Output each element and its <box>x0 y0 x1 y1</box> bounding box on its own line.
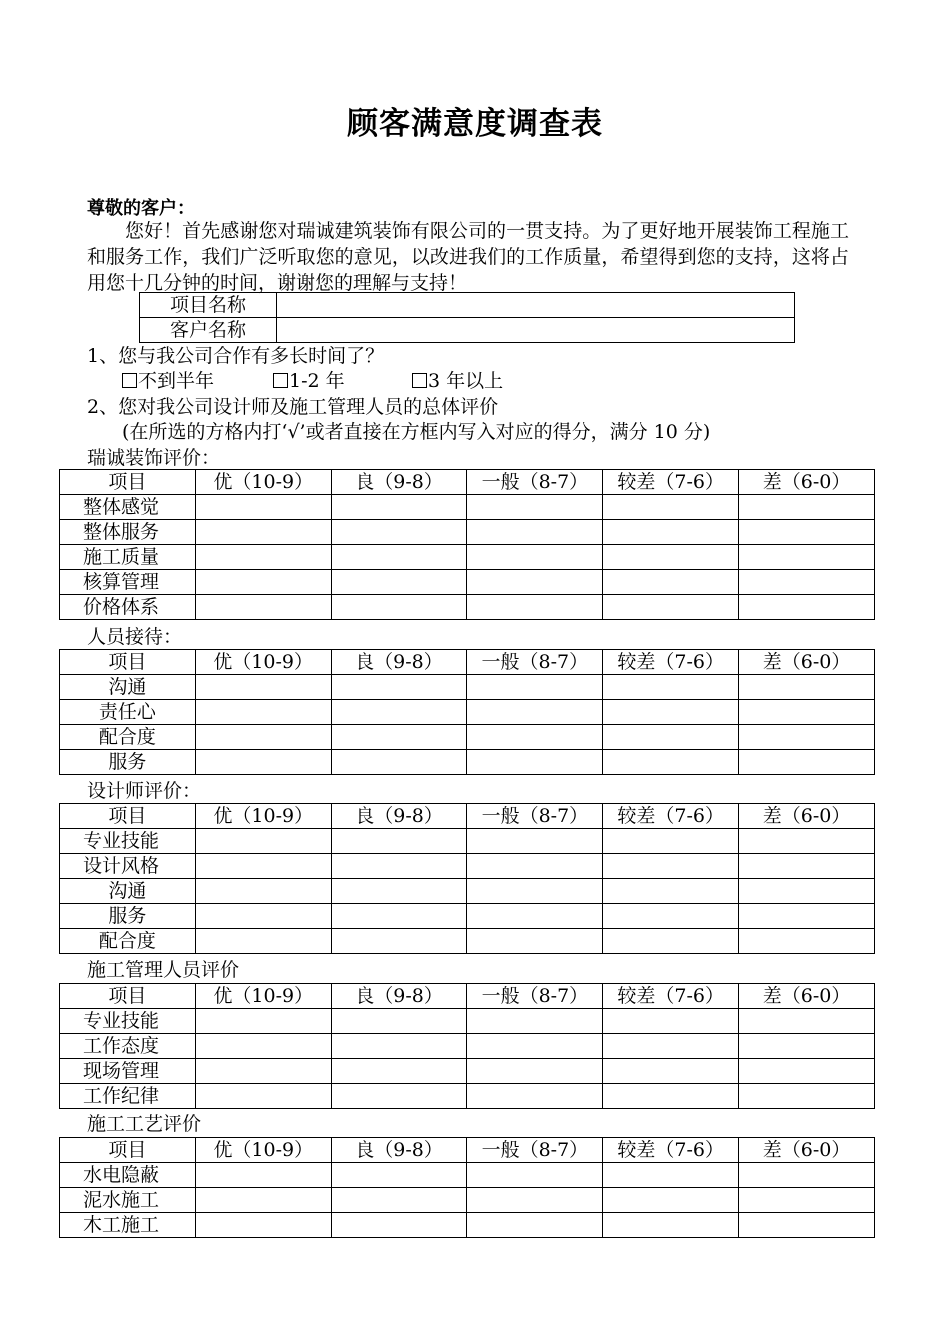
intro-text: 您好！首先感谢您对瑞诚建筑装饰有限公司的一贯支持。为了更好地开展装饰工程施工和服务工作，我们广泛听取您的意见，以改进我们的工作质量，希望得到您的支持，这将占用您十几分钟的时间，谢谢您的理解与支持！ <box>87 220 849 294</box>
section-label: 施工工艺评价 <box>87 1113 202 1135</box>
rating-cell[interactable] <box>195 1163 331 1188</box>
col-header-poor: 较差（7-6） <box>603 470 739 495</box>
row-label: 泥水施工 <box>60 1188 196 1213</box>
rating-cell[interactable] <box>603 829 739 854</box>
col-header-bad: 差（6-0） <box>739 650 875 675</box>
rating-cell[interactable] <box>739 570 875 595</box>
q1-option-1[interactable] <box>122 369 214 393</box>
rating-cell[interactable] <box>467 1084 603 1109</box>
rating-table <box>59 1137 875 1238</box>
project-name-label: 项目名称 <box>140 293 277 318</box>
rating-cell[interactable] <box>603 929 739 954</box>
rating-cell[interactable] <box>739 1009 875 1034</box>
rating-cell[interactable] <box>739 595 875 620</box>
rating-cell[interactable] <box>603 520 739 545</box>
rating-cell[interactable] <box>195 595 331 620</box>
table-header-row <box>60 984 875 1009</box>
table-row <box>60 829 875 854</box>
rating-cell[interactable] <box>467 879 603 904</box>
rating-cell[interactable] <box>195 1188 331 1213</box>
rating-cell[interactable] <box>331 520 467 545</box>
rating-cell[interactable] <box>603 1059 739 1084</box>
rating-cell[interactable] <box>467 725 603 750</box>
rating-cell[interactable] <box>739 1163 875 1188</box>
rating-cell[interactable] <box>603 700 739 725</box>
rating-cell[interactable] <box>195 495 331 520</box>
col-header-item: 项目 <box>60 470 196 495</box>
table-row <box>60 1213 875 1238</box>
col-header-poor: 较差（7-6） <box>603 984 739 1009</box>
rating-cell[interactable] <box>195 1034 331 1059</box>
rating-cell[interactable] <box>195 725 331 750</box>
col-header-bad: 差（6-0） <box>739 804 875 829</box>
rating-cell[interactable] <box>331 545 467 570</box>
table-row <box>60 1084 875 1109</box>
col-header-item: 项目 <box>60 1138 196 1163</box>
client-name-row <box>140 318 795 343</box>
rating-cell[interactable] <box>603 675 739 700</box>
rating-cell[interactable] <box>603 904 739 929</box>
col-header-good: 良（9-8） <box>331 650 467 675</box>
rating-cell[interactable] <box>467 545 603 570</box>
table-row <box>60 1059 875 1084</box>
rating-cell[interactable] <box>739 520 875 545</box>
col-header-poor: 较差（7-6） <box>603 804 739 829</box>
rating-cell[interactable] <box>331 904 467 929</box>
row-label: 沟通 <box>60 879 196 904</box>
rating-cell[interactable] <box>195 829 331 854</box>
rating-cell[interactable] <box>467 495 603 520</box>
rating-cell[interactable] <box>331 1213 467 1238</box>
rating-cell[interactable] <box>739 829 875 854</box>
rating-cell[interactable] <box>603 879 739 904</box>
col-header-good: 良（9-8） <box>331 1138 467 1163</box>
rating-cell[interactable] <box>467 520 603 545</box>
rating-cell[interactable] <box>467 854 603 879</box>
rating-cell[interactable] <box>331 750 467 775</box>
rating-cell[interactable] <box>603 495 739 520</box>
row-label: 整体感觉 <box>60 495 196 520</box>
rating-cell[interactable] <box>739 929 875 954</box>
rating-cell[interactable] <box>331 595 467 620</box>
row-label: 现场管理 <box>60 1059 196 1084</box>
rating-cell[interactable] <box>603 1034 739 1059</box>
col-header-item: 项目 <box>60 984 196 1009</box>
table-row <box>60 495 875 520</box>
rating-cell[interactable] <box>195 570 331 595</box>
rating-cell[interactable] <box>603 725 739 750</box>
rating-table <box>59 469 875 620</box>
rating-cell[interactable] <box>467 929 603 954</box>
rating-cell[interactable] <box>603 570 739 595</box>
rating-cell[interactable] <box>331 675 467 700</box>
col-header-bad: 差（6-0） <box>739 470 875 495</box>
row-label: 工作态度 <box>60 1034 196 1059</box>
rating-cell[interactable] <box>331 1034 467 1059</box>
table-row <box>60 929 875 954</box>
q1-option-3-label: 3 年以上 <box>428 370 504 392</box>
table-row <box>60 854 875 879</box>
col-header-good: 良（9-8） <box>331 984 467 1009</box>
client-name-input[interactable] <box>277 318 795 343</box>
rating-cell[interactable] <box>331 854 467 879</box>
row-label: 设计风格 <box>60 854 196 879</box>
rating-cell[interactable] <box>603 545 739 570</box>
rating-cell[interactable] <box>603 854 739 879</box>
table-row <box>60 1009 875 1034</box>
section-label: 设计师评价： <box>87 780 202 802</box>
rating-cell[interactable] <box>739 1084 875 1109</box>
col-header-excellent: 优（10-9） <box>195 650 331 675</box>
project-name-row <box>140 293 795 318</box>
rating-cell[interactable] <box>603 1163 739 1188</box>
rating-table <box>59 983 875 1109</box>
greeting: 尊敬的客户： <box>87 198 195 219</box>
rating-cell[interactable] <box>739 1213 875 1238</box>
rating-cell[interactable] <box>195 879 331 904</box>
row-label: 施工质量 <box>60 545 196 570</box>
rating-cell[interactable] <box>331 879 467 904</box>
row-label: 专业技能 <box>60 829 196 854</box>
rating-cell[interactable] <box>195 700 331 725</box>
checkbox-icon[interactable] <box>412 373 427 388</box>
table-row <box>60 675 875 700</box>
col-header-average: 一般（8-7） <box>467 470 603 495</box>
rating-cell[interactable] <box>739 1059 875 1084</box>
page-title: 顾客满意度调查表 <box>347 106 603 142</box>
row-label: 水电隐蔽 <box>60 1163 196 1188</box>
rating-cell[interactable] <box>331 570 467 595</box>
rating-cell[interactable] <box>739 725 875 750</box>
rating-cell[interactable] <box>467 1213 603 1238</box>
rating-cell[interactable] <box>467 1059 603 1084</box>
rating-cell[interactable] <box>467 750 603 775</box>
col-header-average: 一般（8-7） <box>467 1138 603 1163</box>
row-label: 责任心 <box>60 700 196 725</box>
checkbox-icon[interactable] <box>273 373 288 388</box>
rating-cell[interactable] <box>195 1084 331 1109</box>
rating-table <box>59 803 875 954</box>
rating-cell[interactable] <box>739 545 875 570</box>
table-header-row <box>60 1138 875 1163</box>
rating-cell[interactable] <box>739 675 875 700</box>
rating-cell[interactable] <box>331 1059 467 1084</box>
col-header-excellent: 优（10-9） <box>195 470 331 495</box>
section-label: 人员接待： <box>87 626 183 648</box>
rating-cell[interactable] <box>195 1009 331 1034</box>
rating-cell[interactable] <box>467 829 603 854</box>
rating-cell[interactable] <box>331 495 467 520</box>
col-header-poor: 较差（7-6） <box>603 1138 739 1163</box>
row-label: 沟通 <box>60 675 196 700</box>
table-row <box>60 520 875 545</box>
question-2: 2、您对我公司设计师及施工管理人员的总体评价 <box>87 396 499 418</box>
rating-table <box>59 649 875 775</box>
rating-cell[interactable] <box>331 1009 467 1034</box>
rating-cell[interactable] <box>739 1188 875 1213</box>
row-label: 服务 <box>60 904 196 929</box>
table-row <box>60 750 875 775</box>
rating-cell[interactable] <box>195 1059 331 1084</box>
rating-cell[interactable] <box>603 595 739 620</box>
row-label: 价格体系 <box>60 595 196 620</box>
table-header-row <box>60 804 875 829</box>
question-1: 1、您与我公司合作有多长时间了？ <box>87 345 385 367</box>
section-label: 瑞诚装饰评价： <box>87 447 221 469</box>
rating-cell[interactable] <box>603 1188 739 1213</box>
rating-cell[interactable] <box>467 675 603 700</box>
table-row <box>60 545 875 570</box>
rating-cell[interactable] <box>467 904 603 929</box>
table-header-row <box>60 650 875 675</box>
rating-cell[interactable] <box>195 854 331 879</box>
table-header-row <box>60 470 875 495</box>
rating-cell[interactable] <box>467 1163 603 1188</box>
q1-option-3[interactable] <box>412 369 503 393</box>
rating-cell[interactable] <box>467 1009 603 1034</box>
client-name-label: 客户名称 <box>140 318 277 343</box>
rating-cell[interactable] <box>195 520 331 545</box>
question-2-note: (在所选的方格内打‘√’或者直接在方框内写入对应的得分，满分 10 分) <box>122 421 711 443</box>
col-header-bad: 差（6-0） <box>739 984 875 1009</box>
rating-cell[interactable] <box>331 700 467 725</box>
rating-cell[interactable] <box>467 700 603 725</box>
row-label: 配合度 <box>60 725 196 750</box>
rating-cell[interactable] <box>467 570 603 595</box>
rating-cell[interactable] <box>195 904 331 929</box>
rating-cell[interactable] <box>195 929 331 954</box>
rating-cell[interactable] <box>331 929 467 954</box>
col-header-average: 一般（8-7） <box>467 804 603 829</box>
rating-cell[interactable] <box>331 1163 467 1188</box>
q1-option-1-label: 不到半年 <box>138 370 215 392</box>
rating-cell[interactable] <box>739 1034 875 1059</box>
row-label: 工作纪律 <box>60 1084 196 1109</box>
col-header-good: 良（9-8） <box>331 804 467 829</box>
rating-cell[interactable] <box>331 1188 467 1213</box>
intro-paragraph <box>87 218 849 296</box>
row-label: 配合度 <box>60 929 196 954</box>
rating-cell[interactable] <box>195 750 331 775</box>
rating-cell[interactable] <box>603 1213 739 1238</box>
rating-cell[interactable] <box>467 1034 603 1059</box>
rating-cell[interactable] <box>195 1213 331 1238</box>
q1-option-2-label: 1-2 年 <box>289 370 345 392</box>
col-header-good: 良（9-8） <box>331 470 467 495</box>
rating-cell[interactable] <box>331 1084 467 1109</box>
rating-cell[interactable] <box>739 700 875 725</box>
col-header-bad: 差（6-0） <box>739 1138 875 1163</box>
rating-cell[interactable] <box>603 1009 739 1034</box>
row-label: 木工施工 <box>60 1213 196 1238</box>
rating-cell[interactable] <box>467 595 603 620</box>
rating-cell[interactable] <box>331 829 467 854</box>
rating-cell[interactable] <box>739 750 875 775</box>
section-label: 施工管理人员评价 <box>87 959 240 981</box>
row-label: 核算管理 <box>60 570 196 595</box>
table-row <box>60 700 875 725</box>
col-header-item: 项目 <box>60 650 196 675</box>
col-header-average: 一般（8-7） <box>467 984 603 1009</box>
rating-cell[interactable] <box>739 495 875 520</box>
project-name-input[interactable] <box>277 293 795 318</box>
table-row <box>60 570 875 595</box>
table-row <box>60 904 875 929</box>
col-header-excellent: 优（10-9） <box>195 984 331 1009</box>
rating-cell[interactable] <box>603 1084 739 1109</box>
rating-cell[interactable] <box>739 854 875 879</box>
col-header-excellent: 优（10-9） <box>195 804 331 829</box>
row-label: 专业技能 <box>60 1009 196 1034</box>
table-row <box>60 725 875 750</box>
rating-cell[interactable] <box>195 675 331 700</box>
checkbox-icon[interactable] <box>122 373 137 388</box>
rating-cell[interactable] <box>467 1188 603 1213</box>
rating-cell[interactable] <box>195 545 331 570</box>
table-row <box>60 595 875 620</box>
col-header-item: 项目 <box>60 804 196 829</box>
q1-option-2[interactable] <box>273 369 345 393</box>
col-header-poor: 较差（7-6） <box>603 650 739 675</box>
table-row <box>60 1163 875 1188</box>
table-row <box>60 879 875 904</box>
rating-cell[interactable] <box>331 725 467 750</box>
rating-cell[interactable] <box>739 904 875 929</box>
rating-cell[interactable] <box>603 750 739 775</box>
table-row <box>60 1188 875 1213</box>
rating-cell[interactable] <box>739 879 875 904</box>
row-label: 服务 <box>60 750 196 775</box>
col-header-average: 一般（8-7） <box>467 650 603 675</box>
row-label: 整体服务 <box>60 520 196 545</box>
table-row <box>60 1034 875 1059</box>
col-header-excellent: 优（10-9） <box>195 1138 331 1163</box>
project-info-table <box>139 292 795 343</box>
